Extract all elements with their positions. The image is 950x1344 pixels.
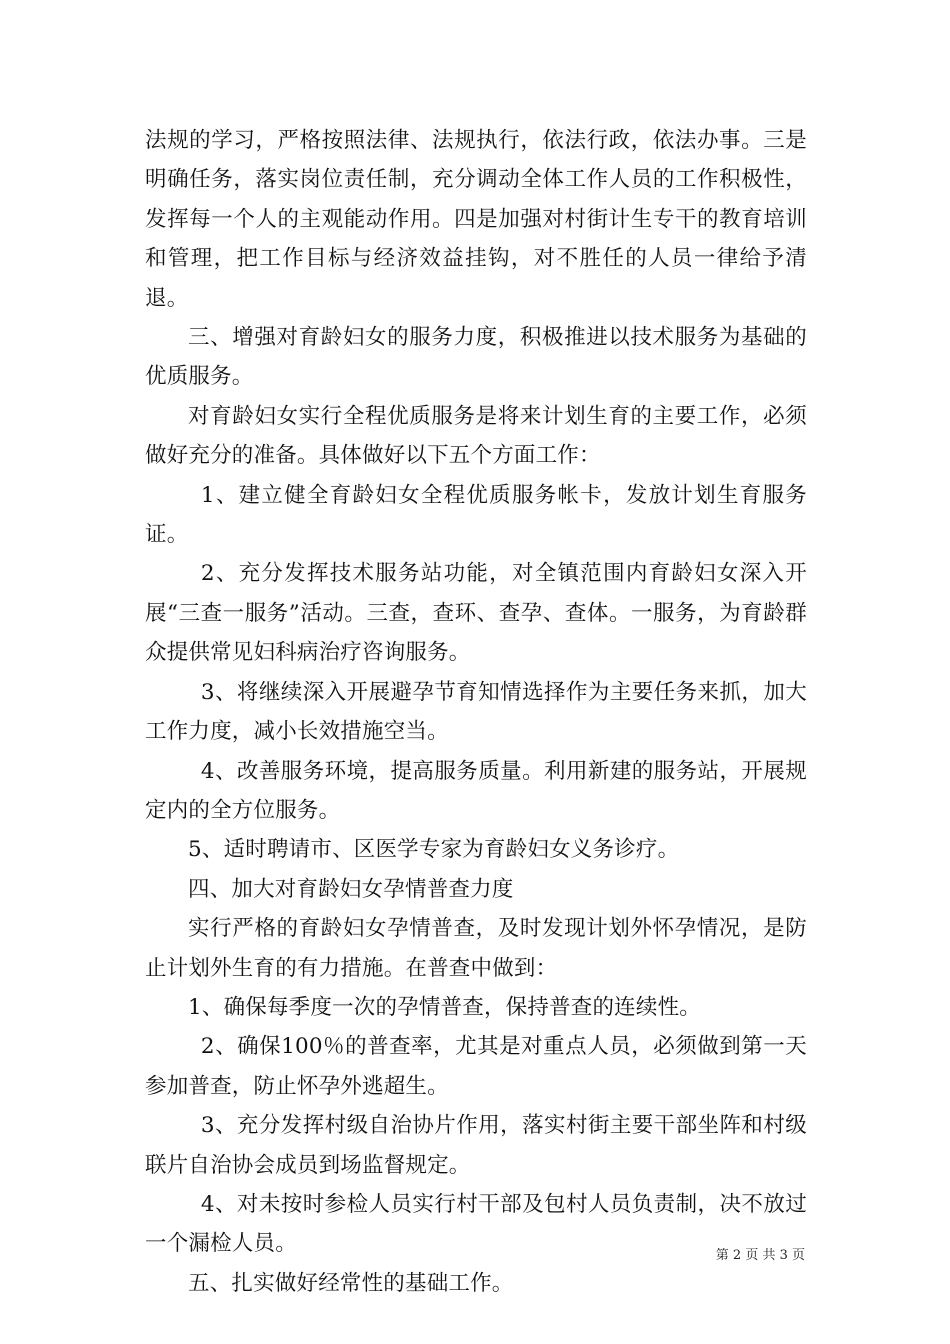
paragraph: 2、确保100％的普查率，尤其是对重点人员，必须做到第一天参加普查，防止怀孕外逃超生。 (145, 1034, 807, 1099)
paragraph: 1、确保每季度一次的孕情普查，保持普查的连续性。 (188, 994, 701, 1020)
page-number: 第 2 页 共 3 页 (715, 1248, 805, 1263)
paragraph: 实行严格的育龄妇女孕情普查，及时发现计划外怀孕情况，是防止计划外生育的有力措施。在普查中做到： (145, 916, 807, 981)
paragraph: 法规的学习，严格按照法律、法规执行，依法行政，依法办事。三是明确任务，落实岗位责任制，充分调动全体工作人员的工作积极性，发挥每一个人的主观能动作用。四是加强对村街计生专干的教育培训和管理，把工作目标与经济效益挂钩，对不胜任的人员一律给予清退。 (145, 128, 807, 311)
paragraph: 四、加大对育龄妇女孕情普查力度 (188, 876, 514, 902)
paragraph: 3、将继续深入开展避孕节育知情选择作为主要任务来抓，加大工作力度，减小长效措施空当。 (145, 679, 807, 745)
paragraph: 5、适时聘请市、区医学专家为育龄妇女义务诊疗。 (188, 837, 680, 863)
paragraph: 4、对未按时参检人员实行村干部及包村人员负责制，决不放过一个漏检人员。 (145, 1191, 807, 1257)
paragraph: 2、充分发挥技术服务站功能，对全镇范围内育龄妇女深入开展“三查一服务”活动。三查，查环、查孕、查体。一服务，为育龄群众提供常见妇科病治疗咨询服务。 (145, 561, 807, 666)
paragraph: 1、建立健全育龄妇女全程优质服务帐卡，发放计划生育服务证。 (145, 482, 807, 548)
paragraph: 4、改善服务环境，提高服务质量。利用新建的服务站，开展规定内的全方位服务。 (145, 758, 807, 823)
paragraph: 三、增强对育龄妇女的服务力度，积极推进以技术服务为基础的优质服务。 (145, 325, 807, 390)
document-body (145, 121, 807, 1303)
paragraph: 五、扎实做好经常性的基础工作。 (188, 1270, 514, 1296)
paragraph: 3、充分发挥村级自治协片作用，落实村街主要干部坐阵和村级联片自治协会成员到场监督规定。 (145, 1113, 807, 1178)
paragraph: 对育龄妇女实行全程优质服务是将来计划生育的主要工作，必须做好充分的准备。具体做好以下五个方面工作： (145, 403, 807, 469)
